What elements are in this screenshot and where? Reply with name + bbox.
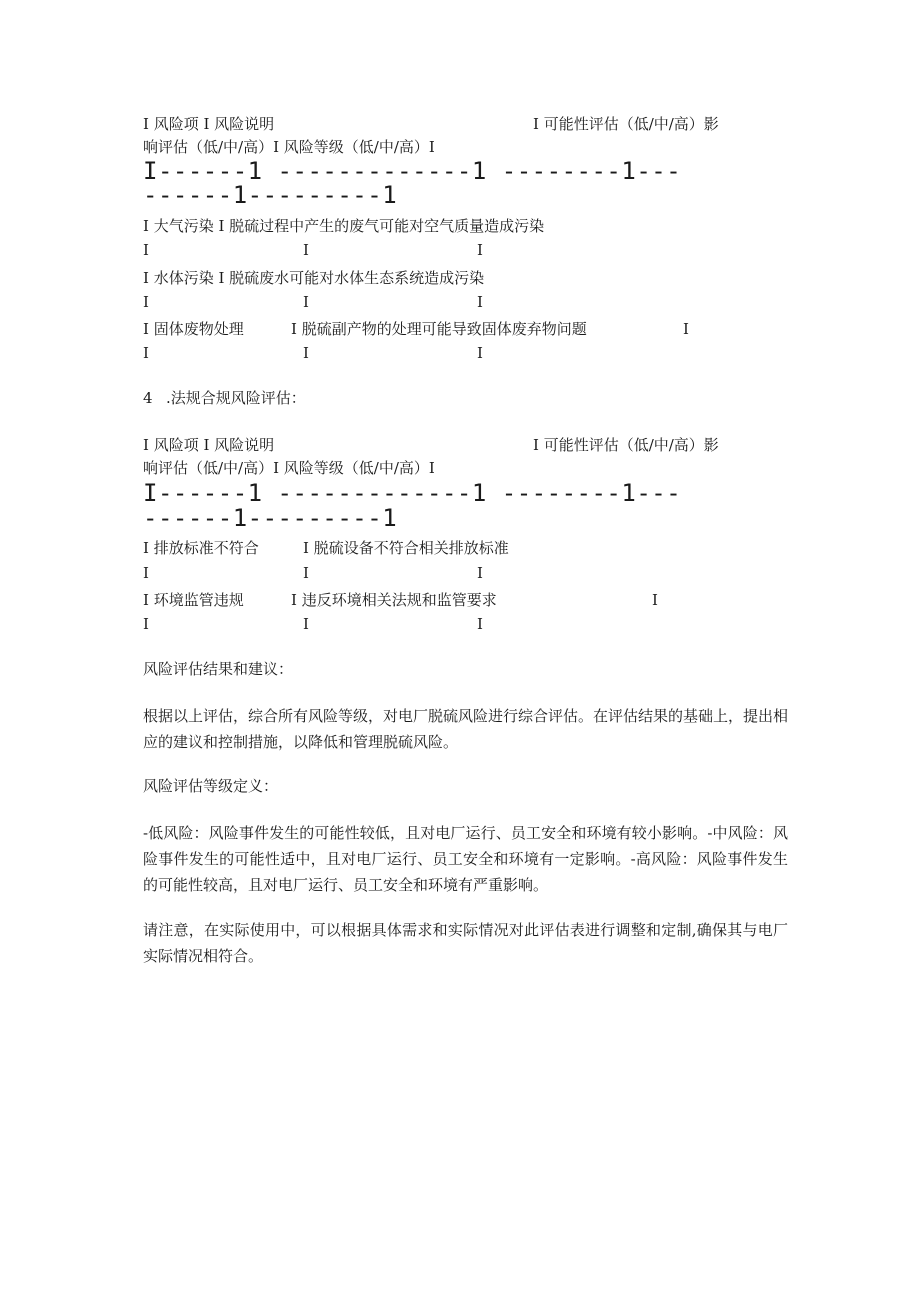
table-header-line-1a: I 风险项 I 风险说明 — [143, 115, 275, 133]
table-row-bar: I — [143, 344, 149, 362]
table-row-bar: I — [652, 591, 658, 609]
table-row-bar: I — [143, 564, 149, 582]
table-row-bar: I — [477, 564, 483, 582]
table-row-bar: I — [303, 241, 309, 259]
levels-paragraph: -低风险：风险事件发生的可能性较低，且对电厂运行、员工安全和环境有较小影响。-中风险：风险事件发生的可能性适中，且对电厂运行、员工安全和环境有一定影响。-高风险：风险事件发生的可能性较高，且对电厂运行、员工安全和环境有严重影响。 — [143, 824, 788, 894]
table-row-regulation-item: I 环境监管违规 — [143, 591, 244, 609]
table-row-regulation-desc: I 违反环境相关法规和监管要求 — [291, 591, 497, 609]
table-separator-line-1: I------1 -------------1 --------1--- — [143, 157, 682, 185]
table-separator-line-1: I------1 -------------1 --------1--- — [143, 479, 682, 507]
table-row-water-pollution: I 水体污染 I 脱硫废水可能对水体生态系统造成污染 — [143, 269, 485, 287]
table-header-line-1b: I 可能性评估（低/中/高）影 — [533, 436, 719, 454]
table-row-bar: I — [143, 293, 149, 311]
table-header-line-1b: I 可能性评估（低/中/高）影 — [533, 115, 719, 133]
table-row-bar: I — [477, 615, 483, 633]
table-row-bar: I — [303, 344, 309, 362]
table-row-bar: I — [477, 241, 483, 259]
section-heading: .法规合规风险评估： — [166, 389, 306, 407]
results-heading: 风险评估结果和建议： — [143, 660, 294, 678]
table-row-bar: I — [683, 320, 689, 338]
table-row-bar: I — [303, 615, 309, 633]
levels-heading: 风险评估等级定义： — [143, 777, 279, 795]
table-header-line-1a: I 风险项 I 风险说明 — [143, 436, 275, 454]
table-row-emission-desc: I 脱硫设备不符合相关排放标准 — [303, 539, 509, 557]
table-separator-line-2: ------1---------1 — [143, 181, 398, 209]
table-row-bar: I — [303, 293, 309, 311]
table-separator-line-2: ------1---------1 — [143, 504, 398, 532]
table-row-solid-waste-item: I 固体废物处理 — [143, 320, 244, 338]
table-row-bar: I — [477, 293, 483, 311]
table-row-solid-waste-desc: I 脱硫副产物的处理可能导致固体废弃物问题 — [291, 320, 587, 338]
note-paragraph: 请注意，在实际使用中，可以根据具体需求和实际情况对此评估表进行调整和定制,确保其与电厂实际情况相符合。 — [143, 921, 788, 965]
table-row-bar: I — [143, 615, 149, 633]
table-row-bar: I — [143, 241, 149, 259]
section-number: 4 — [143, 389, 153, 407]
table-header-line-2: 响评估（低/中/高）I 风险等级（低/中/高）I — [143, 138, 435, 156]
table-row-bar: I — [303, 564, 309, 582]
results-paragraph: 根据以上评估，综合所有风险等级，对电厂脱硫风险进行综合评估。在评估结果的基础上，提出相应的建议和控制措施，以降低和管理脱硫风险。 — [143, 707, 789, 751]
table-header-line-2: 响评估（低/中/高）I 风险等级（低/中/高）I — [143, 459, 435, 477]
table-row-emission-item: I 排放标准不符合 — [143, 539, 259, 557]
table-row-air-pollution: I 大气污染 I 脱硫过程中产生的废气可能对空气质量造成污染 — [143, 217, 545, 235]
table-row-bar: I — [477, 344, 483, 362]
